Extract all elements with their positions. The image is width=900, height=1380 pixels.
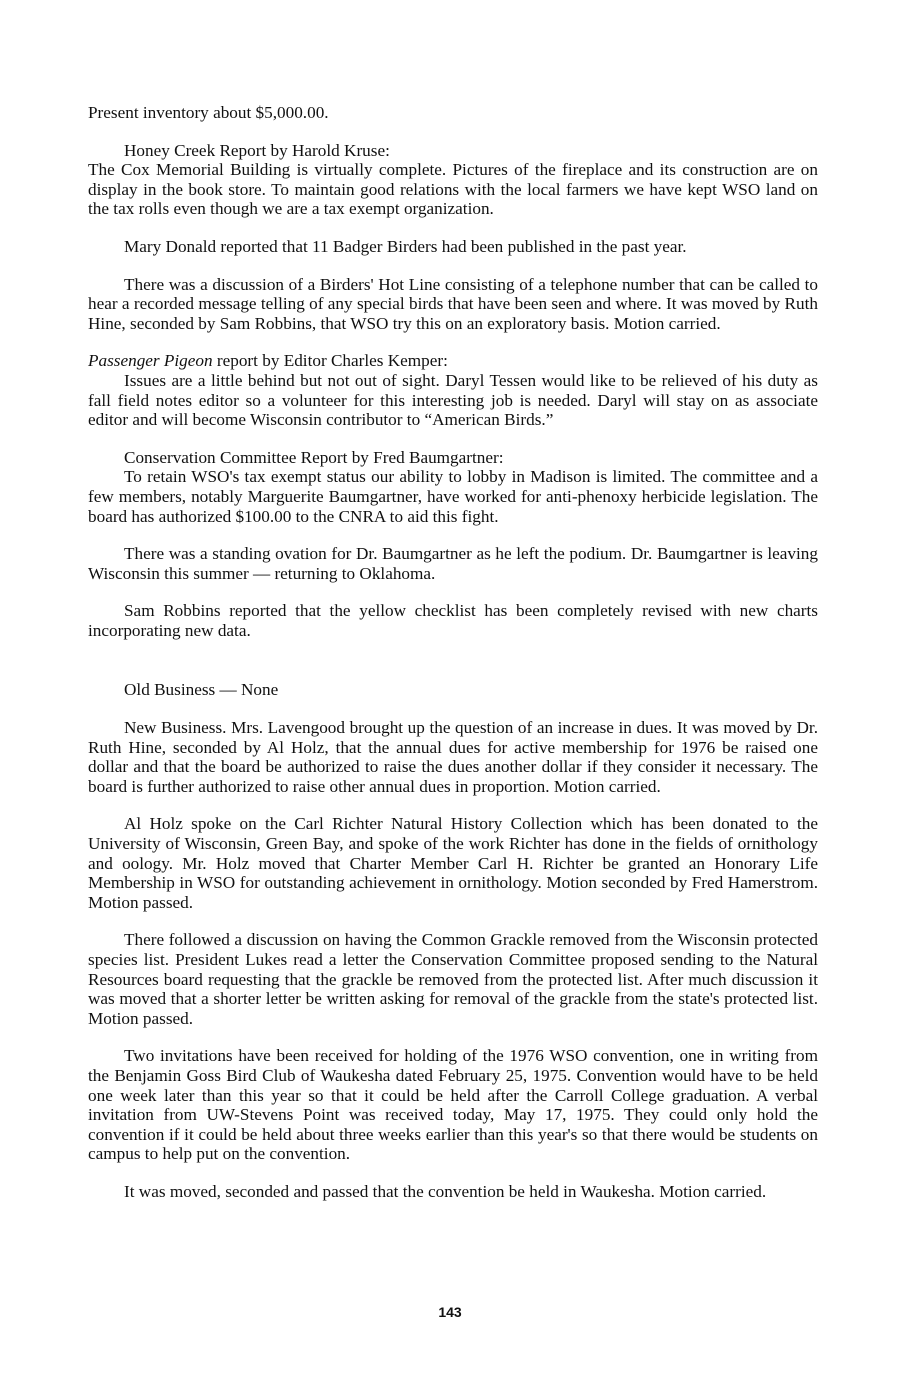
page-number: 143 — [438, 1304, 462, 1320]
paragraph-waukesha: It was moved, seconded and passed that the convention be held in Waukesha. Motion carried. — [124, 1181, 767, 1201]
paragraph-old-business: Old Business — None — [124, 680, 279, 700]
heading-passenger-pigeon — [88, 351, 818, 371]
paragraph-passenger-pigeon: Issues are a little behind but not out of sight. Daryl Tessen would like to be relieved of his duty as fall field notes editor so a volunteer for this interesting job is needed. Daryl will stay on as associate editor and will become Wisconsin contributor to “American Birds.” — [88, 370, 818, 430]
paragraph-hotline: There was a discussion of a Birders' Hot Line consisting of a telephone number that can be called to hear a recorded message telling of any special birds that have been seen and where. It was moved by Ruth Hine, seconded by Sam Robbins, that WSO try this on an exploratory basis. Motion carried. — [88, 274, 818, 333]
paragraph-mary-donald: Mary Donald reported that 11 Badger Birders had been published in the past year. — [124, 236, 687, 256]
paragraph-new-business: New Business. Mrs. Lavengood brought up the question of an increase in dues. It was moved by Dr. Ruth Hine, seconded by Al Holz, that the annual dues for active membership for 1976 be raised one dollar and that the board be authorized to raise the dues another dollar if they consider it necessary. The board is further authorized to raise other annual dues in proportion. Motion carried. — [88, 718, 818, 796]
section-passenger-pigeon — [88, 351, 818, 429]
heading-honey-creek: Honey Creek Report by Harold Kruse: — [124, 140, 390, 160]
paragraph-conservation: To retain WSO's tax exempt status our ability to lobby in Madison is limited. The committee and a few members, notably Marguerite Baumgartner, have worked for anti-phenoxy herbicide legislation. The board has authorized $100.00 to the CNRA to aid this fight. — [88, 467, 818, 526]
paragraph-invitations: Two invitations have been received for holding of the 1976 WSO convention, one in writing from the Benjamin Goss Bird Club of Waukesha dated February 25, 1975. Convention would have to be held one week later than this year so that it could be held after the Carroll College graduation. A verbal invitation from UW-Stevens Point was received today, May 17, 1975. They could only hold the convention if it could be held about three weeks earlier than this year's so that there would be students on campus to help put on the convention. — [88, 1046, 818, 1164]
heading-conservation: Conservation Committee Report by Fred Baumgartner: — [124, 447, 504, 467]
paragraph-grackle: There followed a discussion on having the Common Grackle removed from the Wisconsin protected species list. President Lukes read a letter the Conservation Committee proposed sending to the Natural Resources board requesting that the grackle be removed from the protected list. After much discussion it was moved that a shorter letter be written asking for removal of the grackle from the state's protected list. Motion passed. — [88, 930, 818, 1028]
paragraph-honey-creek: The Cox Memorial Building is virtually complete. Pictures of the fireplace and its construction are on display in the book store. To maintain good relations with the local farmers we have kept WSO land on the tax rolls even though we are a tax exempt organization. — [88, 160, 818, 219]
section-honey-creek — [88, 141, 818, 219]
heading-passenger-pigeon-rest: report by Editor Charles Kemper: — [212, 351, 448, 371]
document-page — [88, 103, 818, 1220]
journal-title: Passenger Pigeon — [88, 351, 213, 371]
paragraph-checklist: Sam Robbins reported that the yellow checklist has been completely revised with new charts incorporating new data. — [88, 601, 818, 640]
section-conservation — [88, 448, 818, 526]
paragraph-inventory: Present inventory about $5,000.00. — [88, 103, 329, 122]
paragraph-ovation: There was a standing ovation for Dr. Baumgartner as he left the podium. Dr. Baumgartner is leaving Wisconsin this summer — returning to Oklahoma. — [88, 544, 818, 583]
paragraph-richter: Al Holz spoke on the Carl Richter Natural History Collection which has been donated to the University of Wisconsin, Green Bay, and spoke of the work Richter has done in the fields of ornithology and oology. Mr. Holz moved that Charter Member Carl H. Richter be granted an Honorary Life Membership in WSO for outstanding achievement in ornithology. Motion seconded by Fred Hamerstrom. Motion passed. — [88, 814, 818, 912]
